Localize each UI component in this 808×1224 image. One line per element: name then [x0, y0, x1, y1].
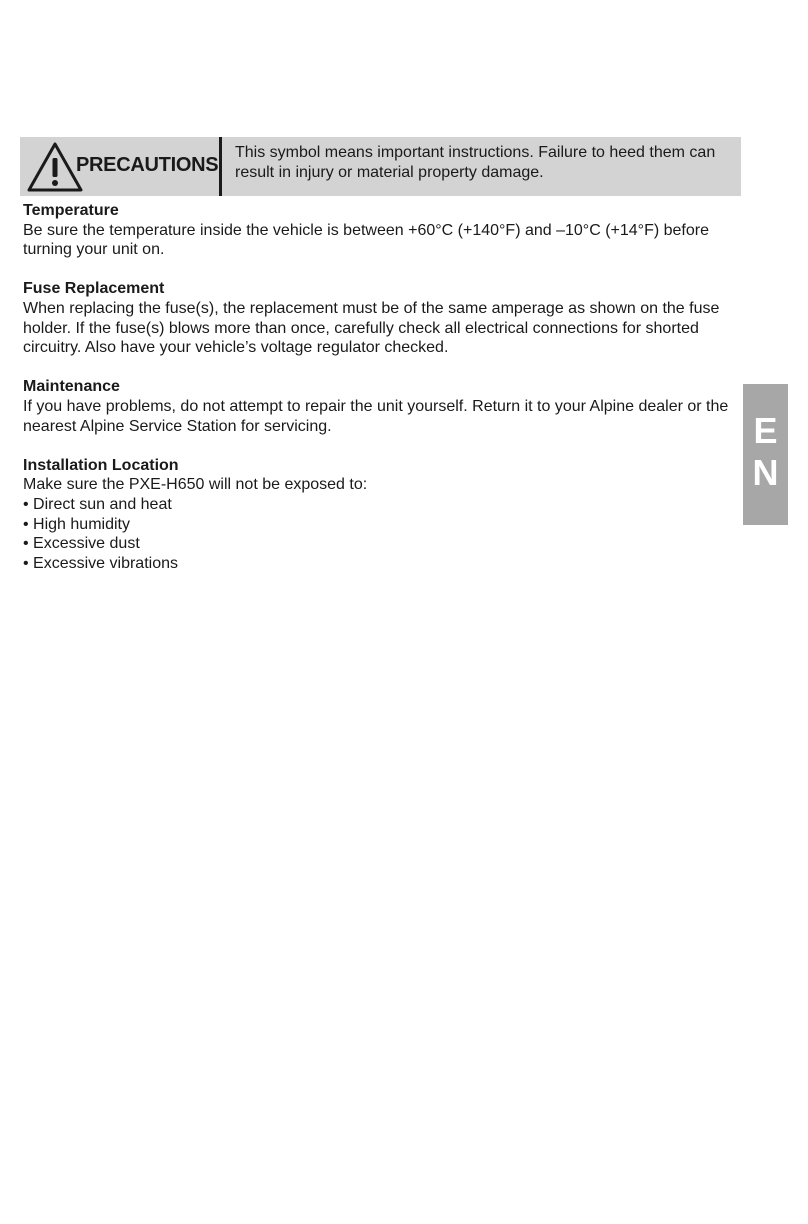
section-installation-location	[23, 456, 738, 574]
section-heading: Maintenance	[23, 378, 120, 396]
language-tab	[743, 384, 788, 525]
section-fuse-replacement	[23, 279, 738, 357]
precautions-title: PRECAUTIONS	[76, 154, 219, 176]
section-heading: Installation Location	[23, 456, 179, 474]
language-letter-n: N	[752, 452, 779, 493]
precautions-banner	[20, 137, 741, 196]
banner-divider	[219, 137, 222, 196]
section-temperature	[23, 201, 738, 260]
list-item: • High humidity	[23, 515, 130, 533]
language-letter-e: E	[753, 410, 778, 451]
section-heading: Temperature	[23, 202, 119, 219]
section-body: If you have problems, do not attempt to repair the unit yourself. Return it to your Alpine dealer or the nearest Alpine Service Station for servicing.	[23, 397, 729, 435]
section-body: Be sure the temperature inside the vehicle is between +60°C (+140°F) and –10°C (+14°F) before turning your unit on.	[23, 221, 709, 259]
exposure-list	[23, 495, 738, 573]
section-body: When replacing the fuse(s), the replacement must be of the same amperage as shown on the fuse holder. If the fuse(s) blows more than once, carefully check all electrical connections for shorted circuitry. Also have your vehicle’s voltage regulator checked.	[23, 299, 720, 357]
list-item: • Excessive dust	[23, 535, 140, 553]
section-heading: Fuse Replacement	[23, 280, 165, 298]
list-item: • Excessive vibrations	[23, 554, 178, 572]
precautions-content	[23, 201, 738, 593]
section-maintenance	[23, 377, 738, 436]
section-intro: Make sure the PXE-H650 will not be exposed to:	[23, 476, 368, 494]
banner-description: This symbol means important instructions. Failure to heed them can result in injury or material property damage.	[235, 144, 716, 181]
list-item: • Direct sun and heat	[23, 495, 172, 513]
